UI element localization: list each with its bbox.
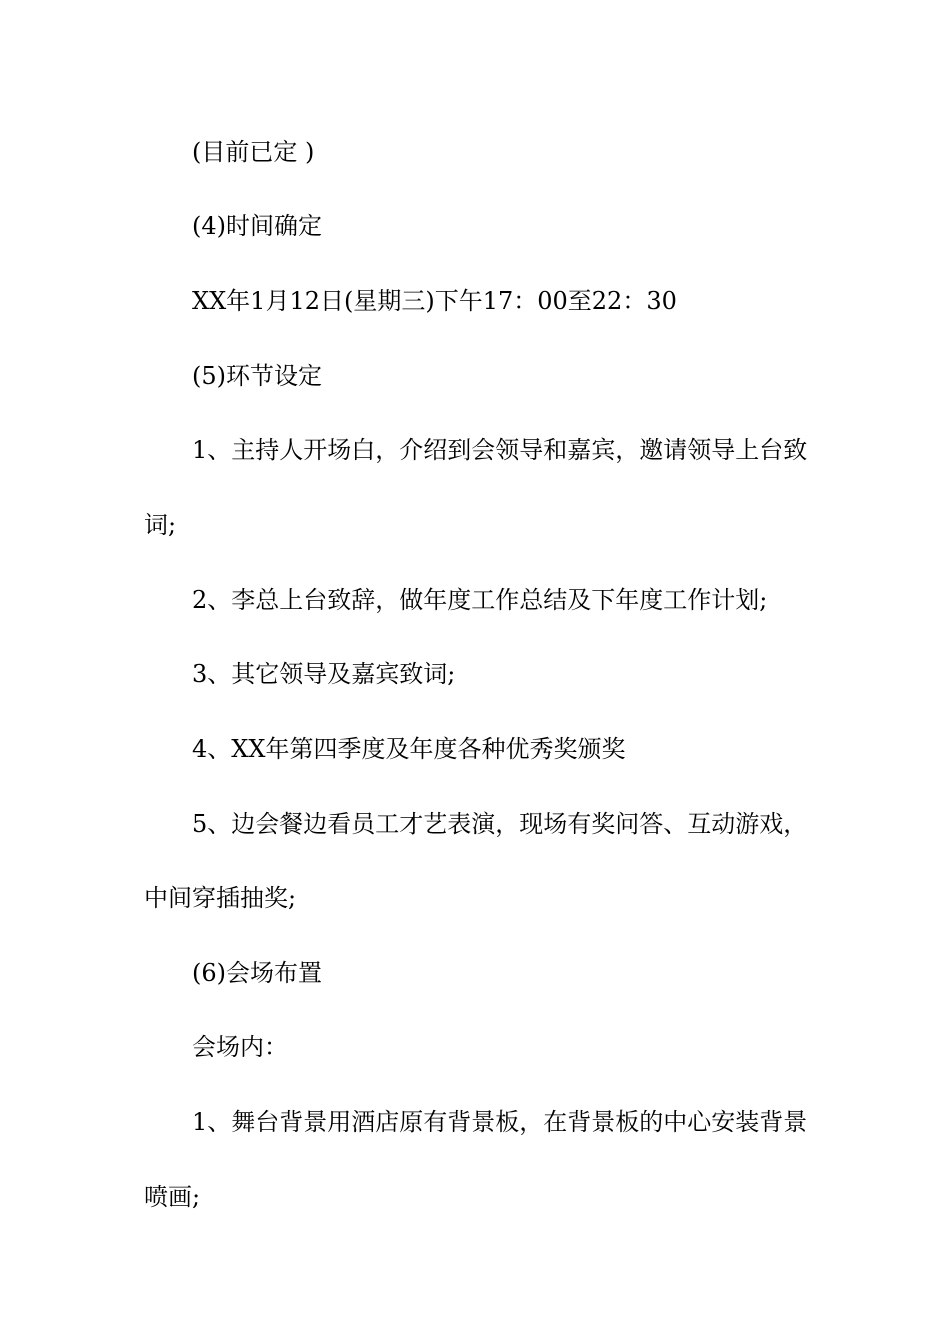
list-item: 3、其它领导及嘉宾致词; xyxy=(192,660,456,688)
paragraph-line: XX年1月12日(星期三)下午17：00至22：30 xyxy=(192,287,677,315)
list-item-continuation: 中间穿插抽奖; xyxy=(144,884,297,912)
list-item: 1、舞台背景用酒店原有背景板，在背景板的中心安装背景 xyxy=(192,1108,808,1136)
list-item: 4、XX年第四季度及年度各种优秀奖颁奖 xyxy=(192,735,626,763)
section-heading-venue: (6)会场布置 xyxy=(192,959,322,987)
section-heading-agenda: (5)环节设定 xyxy=(192,362,322,390)
paragraph-line: (目前已定 ) xyxy=(192,138,315,166)
subheading-inside-venue: 会场内： xyxy=(192,1033,288,1061)
section-heading-time: (4)时间确定 xyxy=(192,212,322,240)
list-item: 5、边会餐边看员工才艺表演，现场有奖问答、互动游戏， xyxy=(192,810,808,838)
list-item-continuation: 词; xyxy=(144,511,177,539)
list-item: 2、李总上台致辞，做年度工作总结及下年度工作计划; xyxy=(192,586,768,614)
list-item: 1、主持人开场白，介绍到会领导和嘉宾，邀请领导上台致 xyxy=(192,436,808,464)
list-item-continuation: 喷画; xyxy=(144,1183,201,1211)
